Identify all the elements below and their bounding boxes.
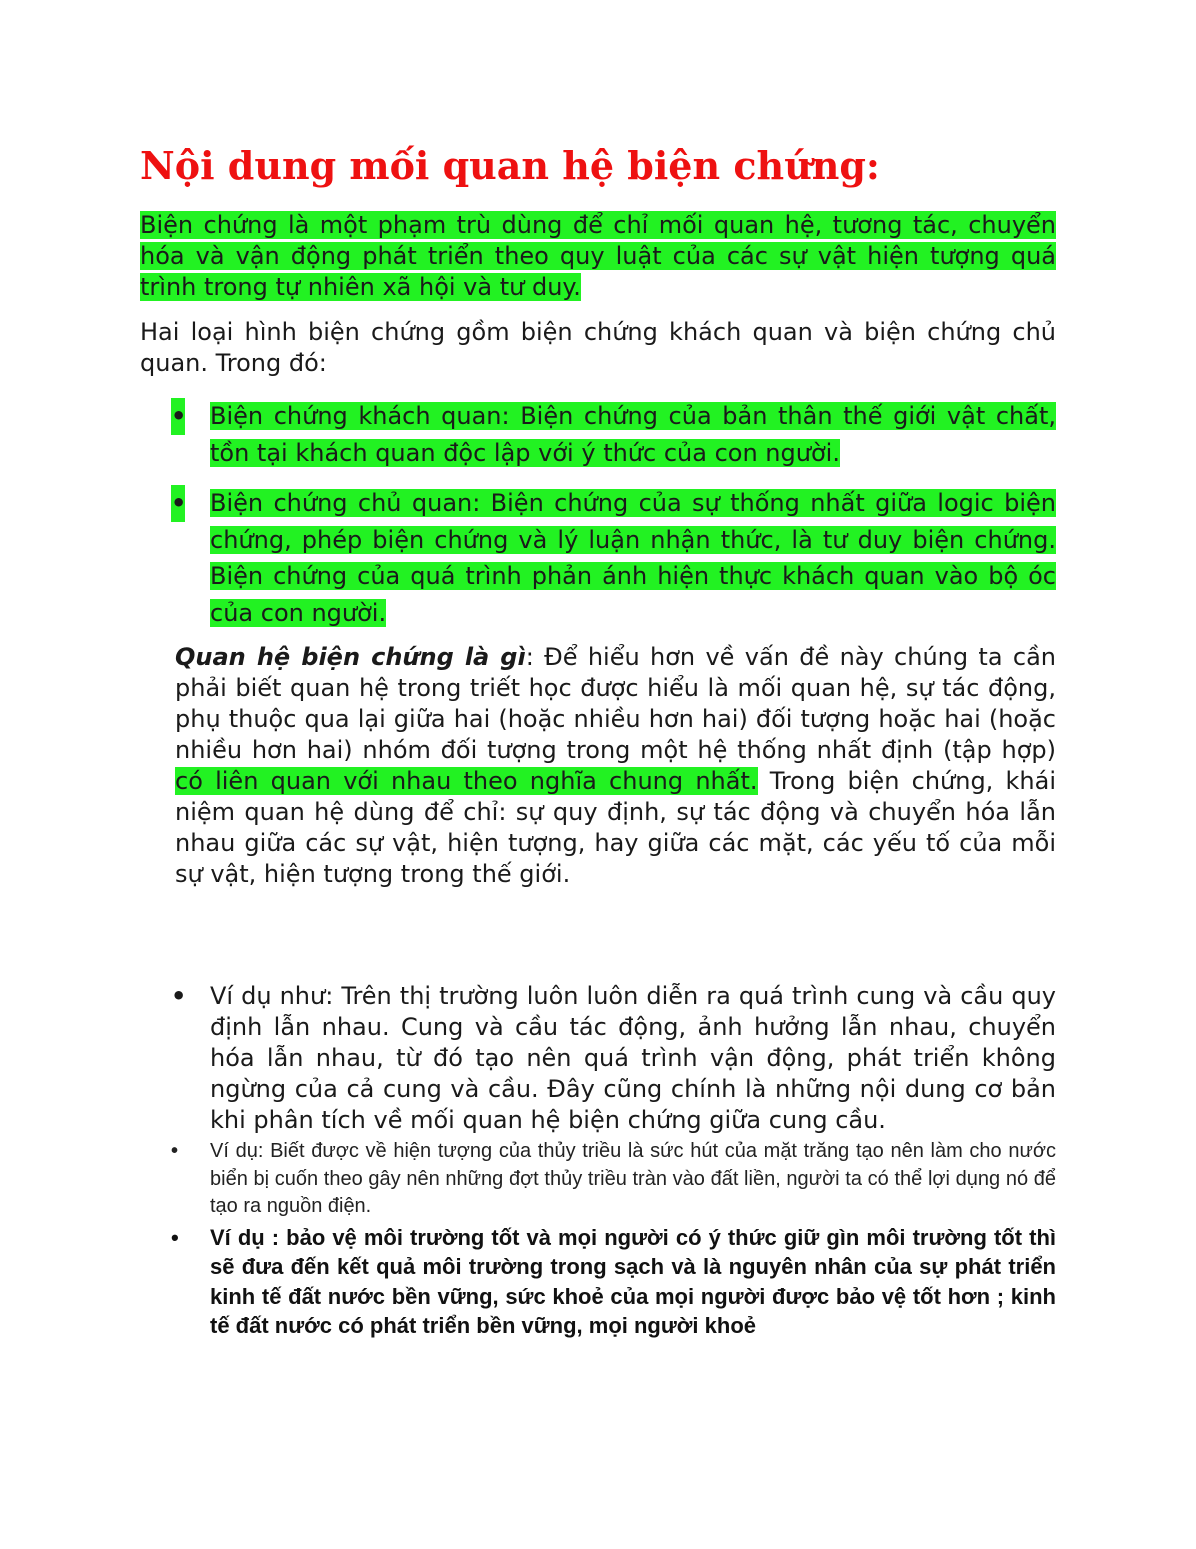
list-item — [171, 398, 1056, 471]
relation-text-part1: : Để hiểu hơn về vấn đề này chúng ta cần phải biết quan hệ trong triết học được hiểu là mối quan hệ, sự tác động, phụ thuộc qua lại giữa hai (hoặc nhiều hơn hai) đối tượng hoặc hai (hoặc nhiều hơn hai) nhóm đối tượng trong một hệ thống nhất định (tập hợp) — [175, 643, 1057, 764]
relation-term: Quan hệ biện chứng là gì — [175, 643, 526, 671]
dialectic-types-list — [171, 398, 1056, 645]
bullet-icon: • — [171, 1224, 179, 1250]
example-text: Ví dụ như: Trên thị trường luôn luôn diễn ra quá trình cung và cầu quy định lẫn nhau. Cung và cầu tác động, ảnh hưởng lẫn nhau, chuyển hóa lẫn nhau, từ đó tạo nên quá trình vận động, phát triển không ngừng của cả cung và cầu. Đây cũng chính là những nội dung cơ bản khi phân tích về mối quan hệ biện chứng giữa cung cầu. — [210, 982, 1056, 1134]
bullet-icon: • — [171, 982, 187, 1010]
example-text: Ví dụ: Biết được về hiện tượng của thủy triều là sức hút của mặt trăng tạo nên làm cho nước biển bị cuốn theo gây nên những đợt thủy triều tràn vào đất liền, người ta có thể lợi dụng nó để tạo ra nguồn điện. — [210, 1140, 1056, 1217]
relation-text-part2: Trong biện chứng, khái niệm quan hệ dùng để chỉ: sự quy định, sự tác động và chuyển hóa lẫn nhau giữa các sự vật, hiện tượng, hay giữa các mặt, các yếu tố của mỗi sự vật, hiện tượng trong thế giới. — [175, 767, 1057, 888]
list-item — [171, 1223, 1056, 1341]
types-intro-paragraph: Hai loại hình biện chứng gồm biện chứng khách quan và biện chứng chủ quan. Trong đó: — [140, 318, 1056, 377]
relation-highlight: có liên quan với nhau theo nghĩa chung nhất. — [175, 767, 758, 795]
definition-paragraph — [140, 210, 1056, 303]
list-item — [171, 981, 1056, 1136]
list-item — [171, 485, 1056, 631]
bullet-icon: • — [171, 398, 185, 435]
list-item-text: Biện chứng chủ quan: Biện chứng của sự thống nhất giữa logic biện chứng, phép biện chứng và lý luận nhận thức, là tư duy biện chứng. Biện chứng của quá trình phản ánh hiện thực khách quan vào bộ óc của con người. — [210, 489, 1056, 627]
example-text: Ví dụ : bảo vệ môi trường tốt và mọi người có ý thức giữ gìn môi trường tốt thì sẽ đưa đến kết quả môi trường trong sạch và là nguyên nhân của sự phát triển kinh tế đất nước bền vững, sức khoẻ của mọi người được bảo vệ tốt hơn ; kinh tế đất nước có phát triển bền vững, mọi người khoẻ — [210, 1224, 1056, 1338]
document-heading: Nội dung mối quan hệ biện chứng: — [140, 143, 880, 188]
bullet-icon: • — [171, 1140, 179, 1162]
definition-text: Biện chứng là một phạm trù dùng để chỉ mối quan hệ, tương tác, chuyển hóa và vận động phát triển theo quy luật của các sự vật hiện tượng quá trình trong tự nhiên xã hội và tư duy. — [140, 211, 1056, 301]
relation-definition-paragraph — [175, 642, 1056, 890]
examples-list — [171, 981, 1056, 1341]
list-item-text: Biện chứng khách quan: Biện chứng của bản thân thế giới vật chất, tồn tại khách quan độc lập với ý thức của con người. — [210, 402, 1056, 467]
bullet-icon: • — [171, 485, 185, 522]
list-item — [171, 1138, 1056, 1221]
